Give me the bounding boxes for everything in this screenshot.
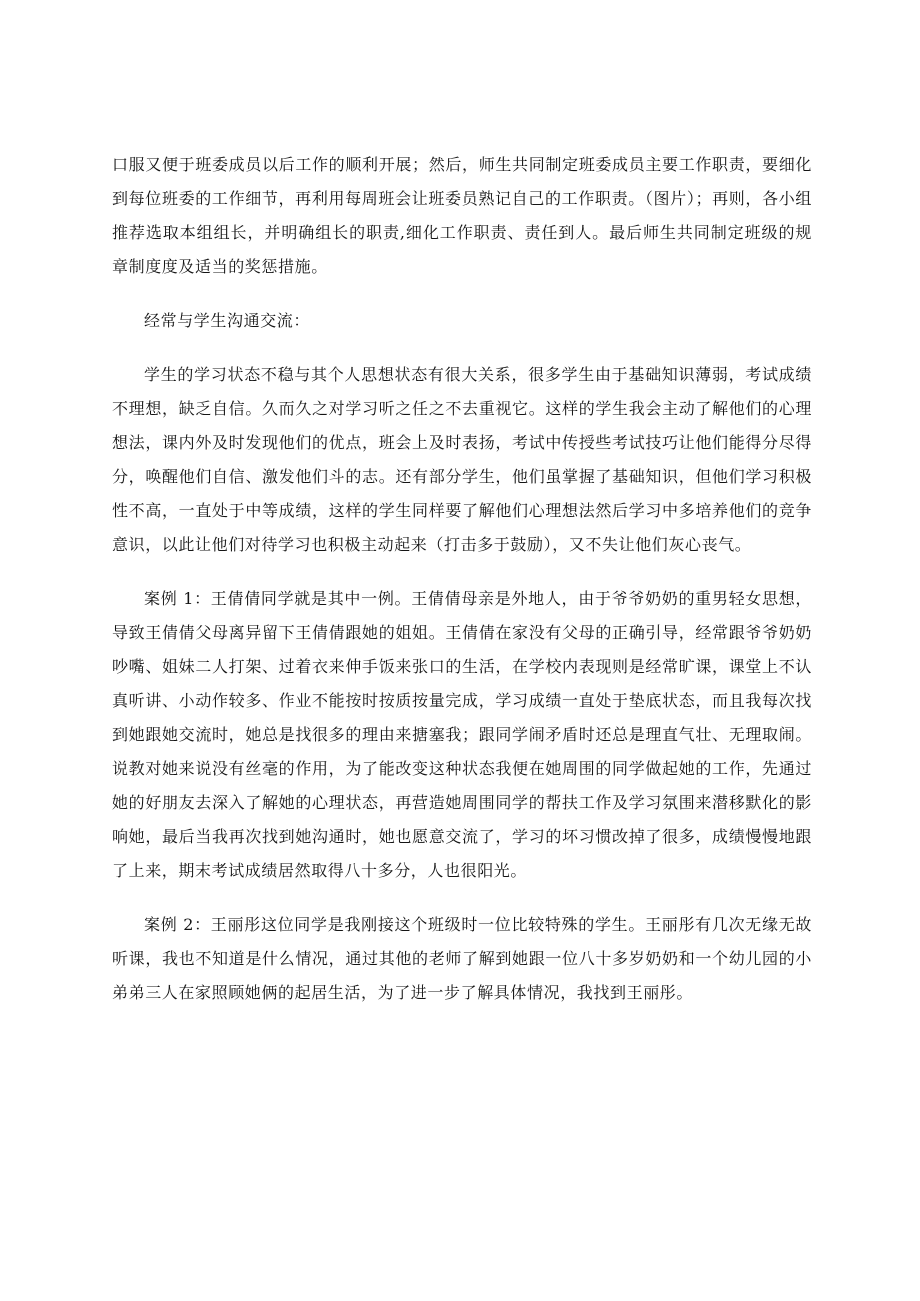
paragraph-continuation: 口服又便于班委成员以后工作的顺利开展；然后，师生共同制定班委成员主要工作职责，要细化到每位班委的工作细节，再利用每周班会让班委员熟记自己的工作职责。（图片）；再则，各小组推荐选取本组组长，并明确组长的职责,细化工作职责、责任到人。最后师生共同制定班级的规章制度度及适当的奖惩措施。	[112, 155, 812, 276]
document-body	[112, 148, 812, 1030]
paragraph-case-1: 案例 1：王倩倩同学就是其中一例。王倩倩母亲是外地人，由于爷爷奶奶的重男轻女思想，导致王倩倩父母离异留下王倩倩跟她的姐姐。王倩倩在家没有父母的正确引导，经常跟爷爷奶奶吵嘴、姐妹二人打架、过着衣来伸手饭来张口的生活，在学校内表现则是经常旷课，课堂上不认真听讲、小动作较多、作业不能按时按质按量完成，学习成绩一直处于垫底状态，而且我每次找到她跟她交流时，她总是找很多的理由来搪塞我；跟同学闹矛盾时还总是理直气壮、无理取闹。说教对她来说没有丝毫的作用，为了能改变这种状态我便在她周围的同学做起她的工作，先通过她的好朋友去深入了解她的心理状态，再营造她周围同学的帮扶工作及学习氛围来潜移默化的影响她，最后当我再次找到她沟通时，她也愿意交流了，学习的坏习惯改掉了很多，成绩慢慢地跟了上来，期末考试成绩居然取得八十多分，人也很阳光。	[112, 589, 812, 880]
paragraph-case-2: 案例 2：王丽彤这位同学是我刚接这个班级时一位比较特殊的学生。王丽彤有几次无缘无故听课，我也不知道是什么情况，通过其他的老师了解到她跟一位八十多岁奶奶和一个幼儿园的小弟弟三人在家照顾她俩的起居生活，为了进一步了解具体情况，我找到王丽彤。	[112, 915, 812, 1002]
paragraph-heading-communication: 经常与学生沟通交流：	[144, 311, 311, 330]
paragraph-students-state: 学生的学习状态不稳与其个人思想状态有很大关系，很多学生由于基础知识薄弱，考试成绩不理想，缺乏自信。久而久之对学习听之任之不去重视它。这样的学生我会主动了解他们的心理想法，课内外及时发现他们的优点，班会上及时表扬，考试中传授些考试技巧让他们能得分尽得分，唤醒他们自信、激发他们斗的志。还有部分学生，他们虽掌握了基础知识，但他们学习积极性不高，一直处于中等成绩，这样的学生同样要了解他们心理想法然后学习中多培养他们的竞争意识，以此让他们对待学习也积极主动起来（打击多于鼓励），又不失让他们灰心丧气。	[112, 365, 812, 554]
